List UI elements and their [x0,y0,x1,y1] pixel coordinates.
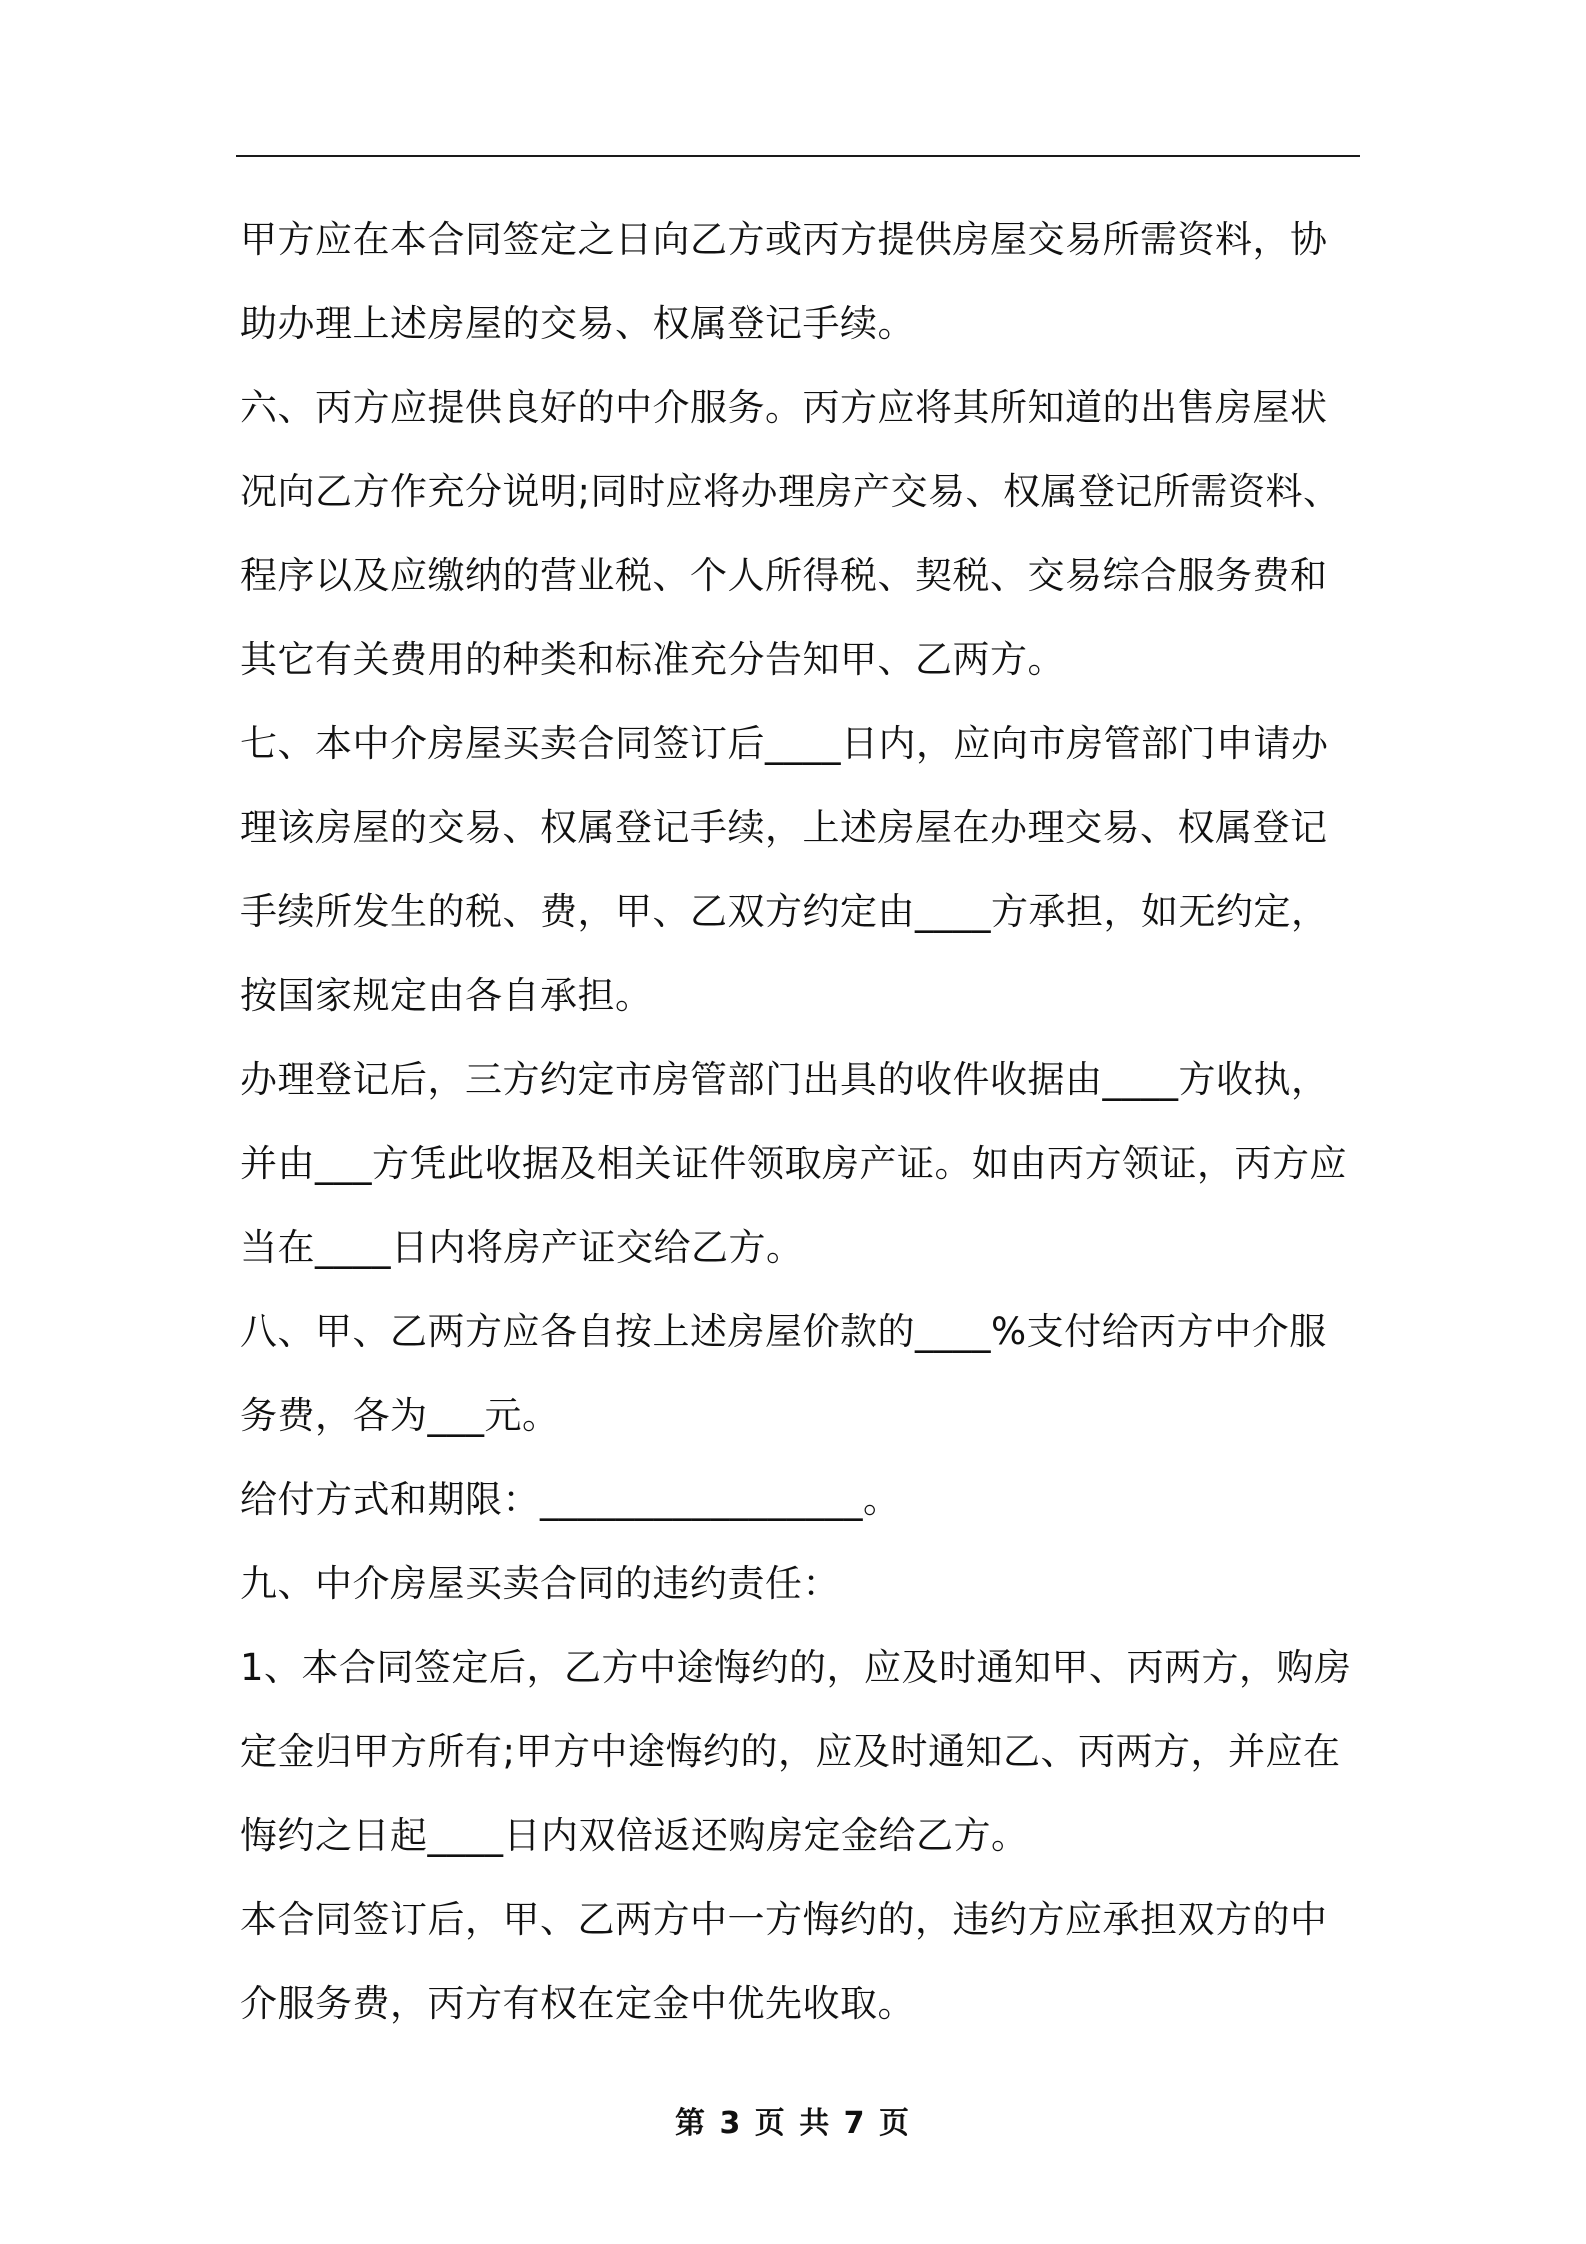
paragraph-breach-fee: 本合同签订后，甲、乙两方中一方悔约的，违约方应承担双方的中介服务费，丙方有权在定金中优先收取。 [240,1898,1328,2025]
paragraph-registration: 办理登记后，三方约定市房管部门出具的收件收据由____方收执，并由___方凭此收据及相关证件领取房产证。如由丙方领证，丙方应当在____日内将房产证交给乙方。 [240,1058,1347,1269]
paragraph-materials: 甲方应在本合同签定之日向乙方或丙方提供房屋交易所需资料，协助办理上述房屋的交易、权属登记手续。 [240,218,1328,345]
page-number: 第 3 页 共 7 页 [675,2106,911,2141]
header-rule [236,155,1360,157]
paragraph-item-1: 1、本合同签定后，乙方中途悔约的，应及时通知甲、丙两方，购房定金归甲方所有;甲方中途悔约的，应及时通知乙、丙两方，并应在悔约之日起____日内双倍返还购房定金给乙方。 [240,1646,1352,1857]
paragraph-payment-terms: 给付方式和期限：_________________。 [240,1478,901,1521]
paragraph-clause-6: 六、丙方应提供良好的中介服务。丙方应将其所知道的出售房屋状况向乙方作充分说明;同时应将办理房产交易、权属登记所需资料、程序以及应缴纳的营业税、个人所得税、契税、交易综合服务费和其它有关费用的种类和标准充分告知甲、乙两方。 [240,386,1341,681]
paragraph-clause-9: 九、中介房屋买卖合同的违约责任： [240,1562,840,1605]
paragraph-clause-8: 八、甲、乙两方应各自按上述房屋价款的____%支付给丙方中介服务费，各为___元。 [240,1310,1327,1437]
paragraph-clause-7: 七、本中介房屋买卖合同签订后____日内，应向市房管部门申请办理该房屋的交易、权属登记手续，上述房屋在办理交易、权属登记手续所发生的税、费，甲、乙双方约定由____方承担，如无约定，按国家规定由各自承担。 [240,722,1329,1017]
document-body [240,198,1360,2046]
